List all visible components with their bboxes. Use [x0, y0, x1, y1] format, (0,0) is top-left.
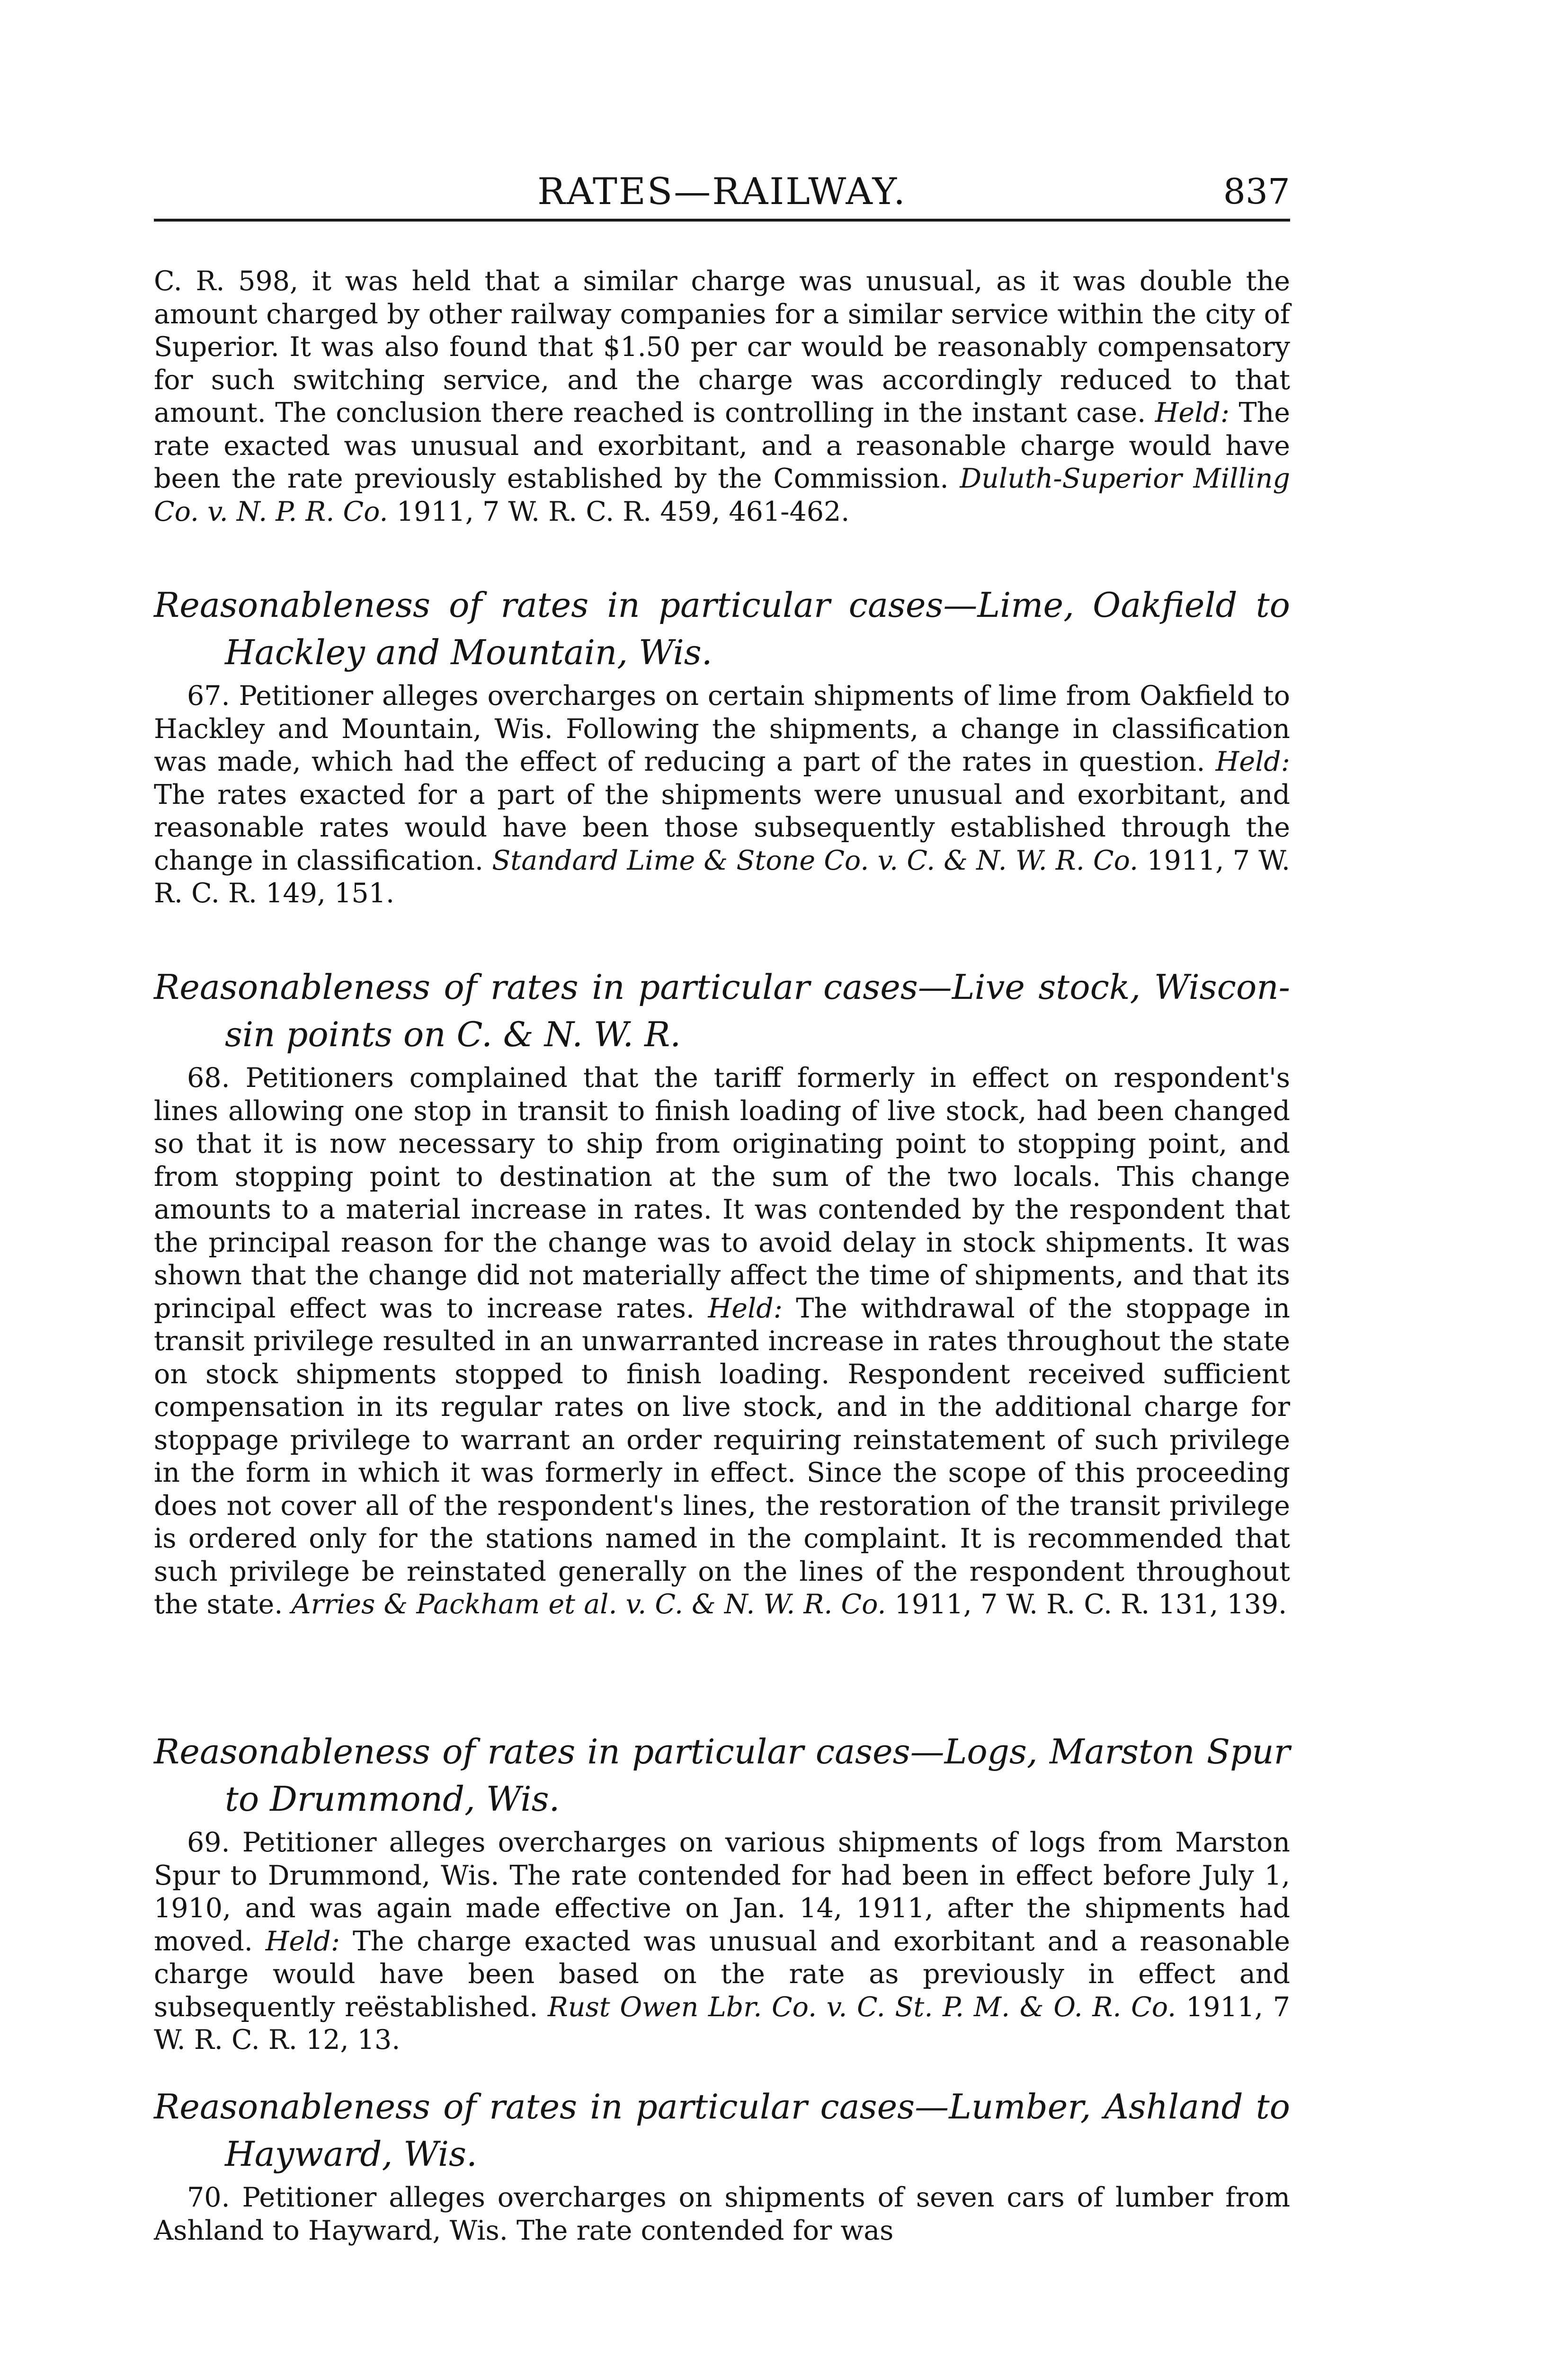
- section-68: [154, 963, 1290, 1621]
- running-head: [154, 168, 1290, 220]
- section-68-heading-line2: sin points on C. & N. W. R.: [225, 1014, 681, 1054]
- section-69: [154, 1728, 1290, 2057]
- section-69-number: 69.: [187, 1827, 230, 1858]
- section-68-paragraph: [154, 1062, 1290, 1621]
- section-68-text-a: Petitioners complained that the tariff formerly in effect on respondent's lines allowing one stop in transit to finish loading of live stock, had been changed so that it is now necessary to ship from originating point to stopping point, and from stopping point to destination at the sum of the two locals. This change amounts to a material increase in rates. It was contended by the respondent that the principal reason for the change was to avoid delay in stock shipments. It was shown that the change did not materially affect the time of shipments, and that its principal effect was to increase rates.: [154, 1062, 1291, 1324]
- intro-paragraph: [154, 265, 1290, 528]
- section-69-text-b: The charge exacted was unusual and exorbitant and a reasonable charge would have been based on the rate as previously in effect and subsequently reëstablished.: [154, 1925, 1290, 2023]
- section-67-held-label: Held:: [1215, 746, 1290, 777]
- running-title: RATES—RAILWAY.: [537, 170, 907, 213]
- section-68-held-label: Held:: [708, 1292, 783, 1324]
- section-69-text-a: Petitioner alleges overcharges on various shipments of logs from Marston Spur to Drummond, Wis. The rate contended for had been in effect before July 1, 1910, and was again made effective on Jan. 14, 1911, after the shipments had moved.: [154, 1827, 1290, 1957]
- section-69-heading-line1: Reasonableness of rates in particular cases—Logs, Marston Spur: [154, 1732, 1290, 1771]
- section-68-citation: 1911, 7 W. R. C. R. 131, 139.: [894, 1589, 1287, 1620]
- section-69-case-name: Rust Owen Lbr. Co. v. C. St. P. M. & O. R. Co.: [547, 1991, 1176, 2023]
- section-68-heading-line1: Reasonableness of rates in particular cases—Live stock, Wiscon-: [154, 967, 1290, 1007]
- section-67: [154, 581, 1290, 910]
- intro-held-label: Held:: [1155, 397, 1230, 428]
- section-70-paragraph: [154, 2181, 1290, 2247]
- section-70-heading-line2: Hayward, Wis.: [225, 2134, 477, 2174]
- intro-case-name: Duluth-Superior Milling Co. v. N. P. R. Co.: [154, 463, 1290, 527]
- section-67-text-a: Petitioner alleges overcharges on certain shipments of lime from Oakfield to Hackley and Mountain, Wis. Following the shipments, a change in classification was made, which had the effect of reducing a part of the rates in question.: [154, 680, 1291, 777]
- section-67-case-name: Standard Lime & Stone Co. v. C. & N. W. R. Co.: [492, 845, 1139, 876]
- intro-citation: 1911, 7 W. R. C. R. 459, 461-462.: [396, 496, 850, 527]
- section-69-citation: 1911, 7 W. R. C. R. 12, 13.: [154, 1991, 1290, 2056]
- section-70-heading-line1: Reasonableness of rates in particular cases—Lumber, Ashland to: [154, 2087, 1290, 2127]
- section-68-case-name: Arries & Packham et al. v. C. & N. W. R. Co.: [291, 1589, 886, 1620]
- section-67-citation: 1911, 7 W. R. C. R. 149, 151.: [154, 845, 1290, 909]
- header-rule: [154, 219, 1290, 222]
- section-69-heading-line2: to Drummond, Wis.: [225, 1779, 560, 1819]
- section-69-held-label: Held:: [265, 1925, 340, 1957]
- section-69-paragraph: [154, 1826, 1290, 2057]
- intro-paragraph-block: [154, 265, 1290, 528]
- section-68-number: 68.: [187, 1062, 230, 1094]
- section-67-heading-line2: Hackley and Mountain, Wis.: [225, 632, 713, 672]
- page-number: 837: [1223, 171, 1290, 212]
- intro-text-a: C. R. 598, it was held that a similar charge was unusual, as it was double the amount charged by other railway companies for a similar service within the city of Superior. It was also found that $1.50 per car would be reasonably compensatory for such switching service, and the charge was accordingly reduced to that amount. The conclusion there reached is controlling in the instant case.: [154, 266, 1290, 428]
- section-67-text-b: The rates exacted for a part of the shipments were unusual and exorbitant, and reasonable rates would have been those subsequently established through the change in classification.: [154, 779, 1290, 876]
- section-67-number: 67.: [187, 680, 230, 712]
- section-70-text-a: Petitioner alleges overcharges on shipments of seven cars of lumber from Ashland to Hayward, Wis. The rate contended for was: [154, 2182, 1291, 2246]
- section-70: [154, 2083, 1290, 2247]
- section-70-number: 70.: [187, 2182, 230, 2213]
- section-68-text-b: The withdrawal of the stoppage in transit privilege resulted in an unwarranted increase in rates throughout the state on stock shipments stopped to finish loading. Respondent received sufficient compensation in its regular rates on live stock, and in the additional charge for stoppage privilege to warrant an order requiring reinstatement of such privilege in the form in which it was formerly in effect. Since the scope of this proceeding does not cover all of the respondent's lines, the restoration of the transit privilege is ordered only for the stations named in the complaint. It is recommended that such privilege be reinstated generally on the lines of the respondent throughout the state.: [154, 1292, 1290, 1620]
- section-67-heading-line1: Reasonableness of rates in particular cases—Lime, Oakfield to: [154, 585, 1290, 625]
- section-67-paragraph: [154, 680, 1290, 910]
- intro-text-b: The rate exacted was unusual and exorbitant, and a reasonable charge would have been the rate previously established by the Commission.: [154, 397, 1291, 494]
